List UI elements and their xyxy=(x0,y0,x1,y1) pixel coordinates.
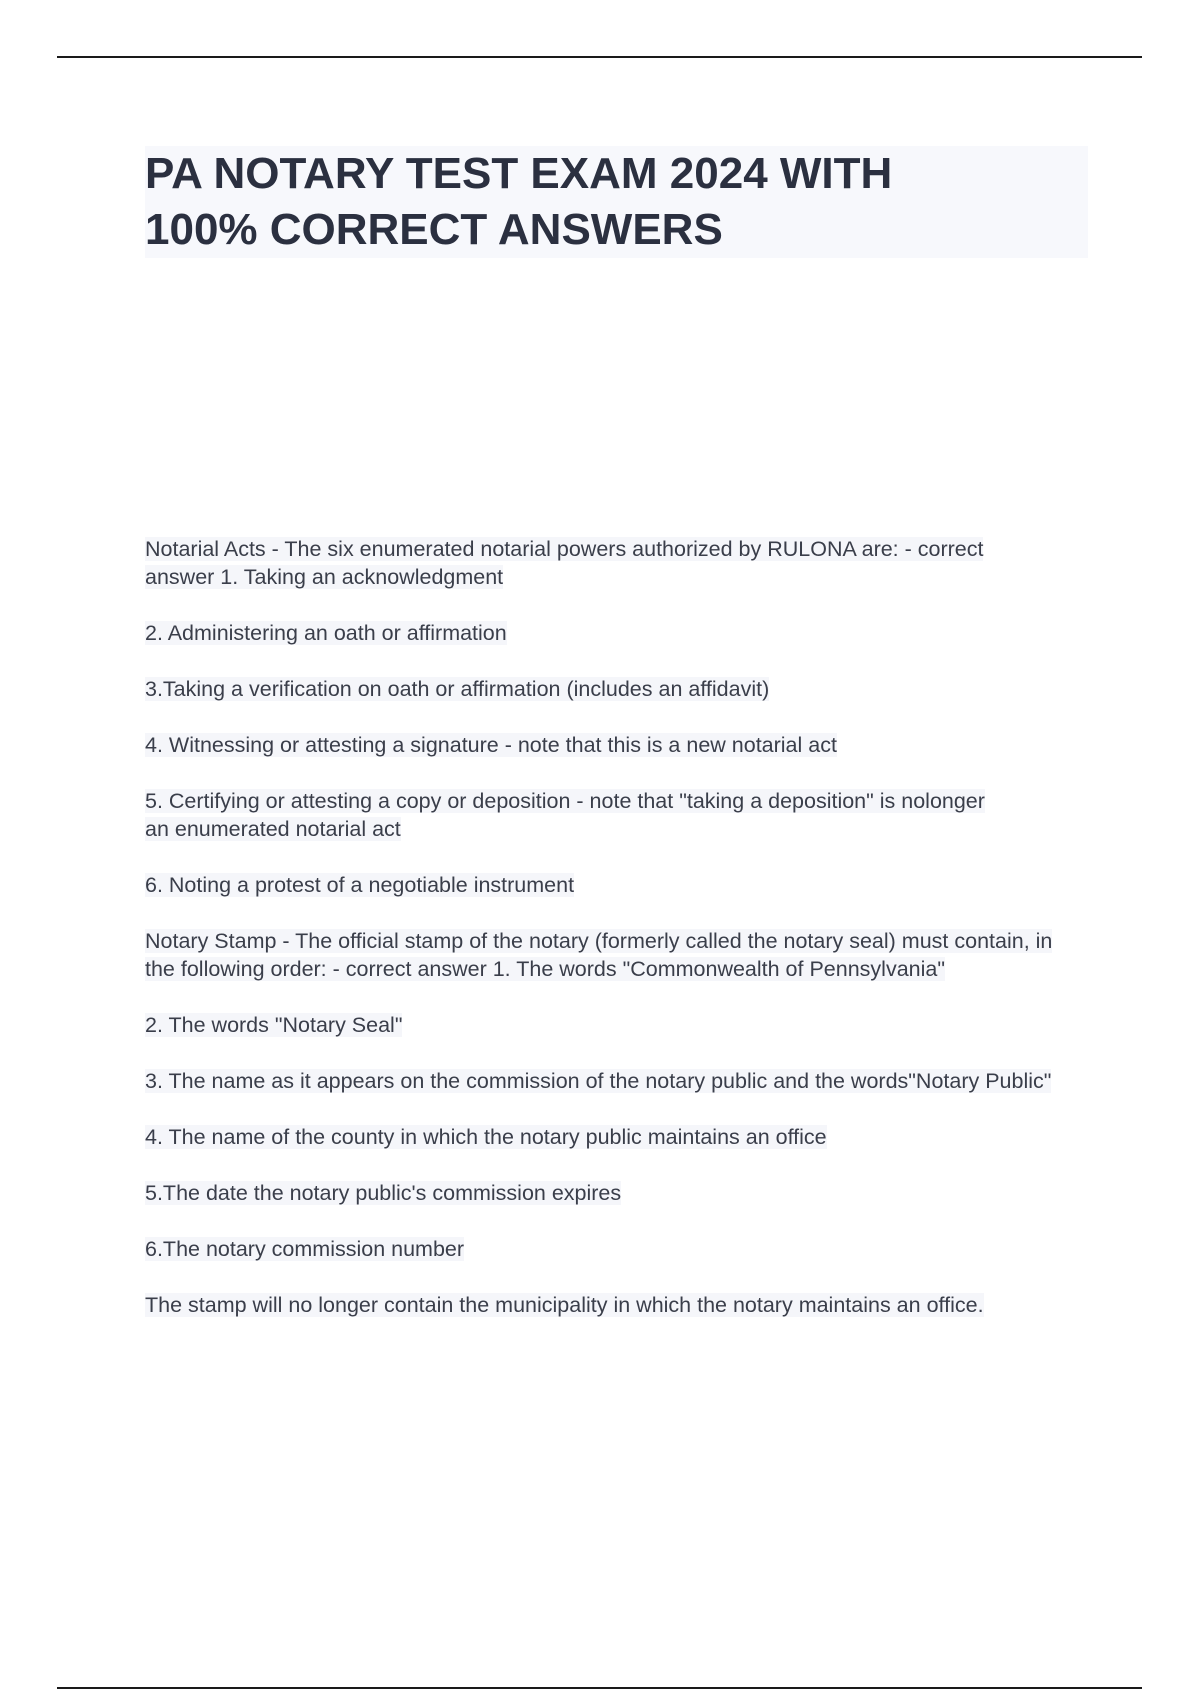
paragraph-item: 4. The name of the county in which the notary public maintains an office xyxy=(145,1125,827,1149)
paragraph-notary-stamp: Notary Stamp - The official stamp of the notary (formerly called the notary seal) must contain, in the following order: - correct answer 1. The words "Commonwealth of Pennsylvania" xyxy=(145,929,1053,981)
paragraph-item: 6.The notary commission number xyxy=(145,1237,465,1261)
top-rule xyxy=(57,56,1142,58)
paragraph-item: 2. The words "Notary Seal" xyxy=(145,1013,403,1037)
paragraph-item: 3.Taking a verification on oath or affirmation (includes an affidavit) xyxy=(145,677,770,701)
title-line-2: 100% CORRECT ANSWERS xyxy=(145,205,723,254)
title-line-1: PA NOTARY TEST EXAM 2024 WITH xyxy=(145,149,893,198)
paragraph-stamp-note: The stamp will no longer contain the municipality in which the notary maintains an office. xyxy=(145,1293,984,1317)
document-body xyxy=(145,535,1095,1347)
title-block xyxy=(145,146,1088,258)
paragraph-item: 4. Witnessing or attesting a signature - note that this is a new notarial act xyxy=(145,733,837,757)
bottom-rule xyxy=(57,1687,1142,1689)
paragraph-item: 5.The date the notary public's commission expires xyxy=(145,1181,622,1205)
page-title xyxy=(145,146,1088,258)
paragraph-notarial-acts: Notarial Acts - The six enumerated notarial powers authorized by RULONA are: - correct answer 1. Taking an acknowledgment xyxy=(145,537,984,589)
paragraph-item: 6. Noting a protest of a negotiable instrument xyxy=(145,873,575,897)
paragraph-item: 2. Administering an oath or affirmation xyxy=(145,621,507,645)
paragraph-item: 5. Certifying or attesting a copy or deposition - note that "taking a deposition" is nolonger an enumerated notarial act xyxy=(145,789,985,841)
paragraph-item: 3. The name as it appears on the commission of the notary public and the words"Notary Public" xyxy=(145,1069,1052,1093)
